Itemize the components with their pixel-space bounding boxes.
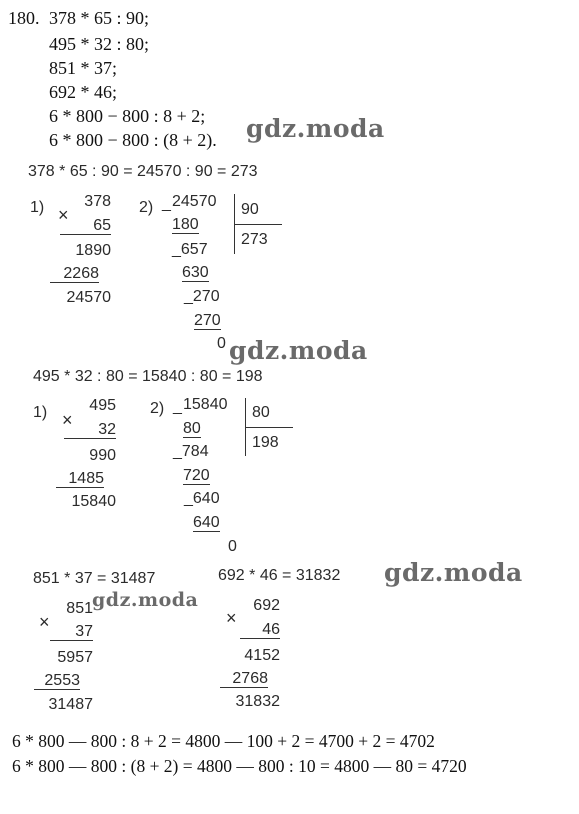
quotient: 198 [252, 434, 279, 451]
remainder: _640 [184, 490, 220, 507]
subtrahend: 720 [183, 467, 210, 484]
partial-product: 990 [89, 447, 116, 464]
division-bracket [245, 427, 293, 428]
dividend: 15840 [183, 396, 228, 413]
partial-product: 2768 [220, 671, 268, 688]
multiplicand: 495 [89, 397, 116, 414]
minus-sign: _ [173, 398, 182, 415]
multiplier: 32 [64, 422, 116, 439]
equation: 851 * 37 = 31487 [33, 570, 156, 587]
product-result: 31487 [48, 696, 93, 713]
remainder-zero: 0 [217, 335, 226, 352]
multiply-icon: × [226, 608, 237, 628]
task-line-4: 692 * 46; [49, 82, 118, 102]
quotient: 273 [241, 231, 268, 248]
multiply-icon: × [39, 612, 50, 632]
product-result: 24570 [66, 289, 111, 306]
equation: 692 * 46 = 31832 [218, 567, 341, 584]
multiply-icon: × [58, 205, 69, 225]
remainder: _657 [172, 241, 208, 258]
multiplicand: 378 [84, 193, 111, 210]
partial-product: 5957 [57, 649, 93, 666]
division-bracket [234, 224, 282, 225]
multiplier: 37 [50, 624, 93, 641]
subtrahend: 270 [194, 312, 221, 329]
task-line-1: 378 * 65 : 90; [49, 8, 150, 28]
task-line-3: 851 * 37; [49, 58, 118, 78]
equation: 495 * 32 : 80 = 15840 : 80 = 198 [33, 368, 263, 385]
partial-product: 1890 [75, 242, 111, 259]
multiply-icon: × [62, 410, 73, 430]
partial-product: 1485 [56, 471, 104, 488]
watermark: gdz.moda [384, 558, 523, 587]
task-line-5: 6 * 800 − 800 : 8 + 2; [49, 106, 206, 126]
task-line-2: 495 * 32 : 80; [49, 34, 150, 54]
remainder-zero: 0 [228, 538, 237, 555]
final-line-1: 6 * 800 — 800 : 8 + 2 = 4800 — 100 + 2 = 4700 + 2 = 4702 [12, 731, 435, 751]
partial-product: 2268 [50, 266, 99, 283]
dividend: 24570 [172, 193, 217, 210]
task-line-6: 6 * 800 − 800 : (8 + 2). [49, 130, 217, 150]
multiplicand: 851 [66, 600, 93, 617]
equation: 378 * 65 : 90 = 24570 : 90 = 273 [28, 163, 258, 180]
subtrahend: 80 [183, 420, 201, 437]
remainder: _784 [173, 443, 209, 460]
partial-product: 4152 [244, 647, 280, 664]
product-result: 15840 [71, 493, 116, 510]
final-line-2: 6 * 800 — 800 : (8 + 2) = 4800 — 800 : 10 = 4800 — 80 = 4720 [12, 756, 467, 776]
subtrahend: 180 [172, 216, 199, 233]
step-label: 1) [30, 199, 45, 216]
divisor: 80 [252, 404, 270, 421]
watermark: gdz.moda [246, 114, 385, 143]
minus-sign: _ [162, 195, 171, 212]
multiplier: 65 [60, 218, 111, 235]
partial-product: 2553 [34, 673, 80, 690]
divisor: 90 [241, 201, 259, 218]
step-label: 2) [150, 400, 165, 417]
watermark: gdz.moda [92, 589, 199, 611]
multiplier: 46 [240, 622, 280, 639]
multiplicand: 692 [253, 597, 280, 614]
step-label: 1) [33, 404, 48, 421]
subtrahend: 630 [182, 264, 209, 281]
watermark: gdz.moda [229, 336, 368, 365]
step-label: 2) [139, 199, 154, 216]
task-number: 180. [8, 8, 40, 28]
remainder: _270 [184, 288, 220, 305]
subtrahend: 640 [193, 514, 220, 531]
product-result: 31832 [235, 693, 280, 710]
